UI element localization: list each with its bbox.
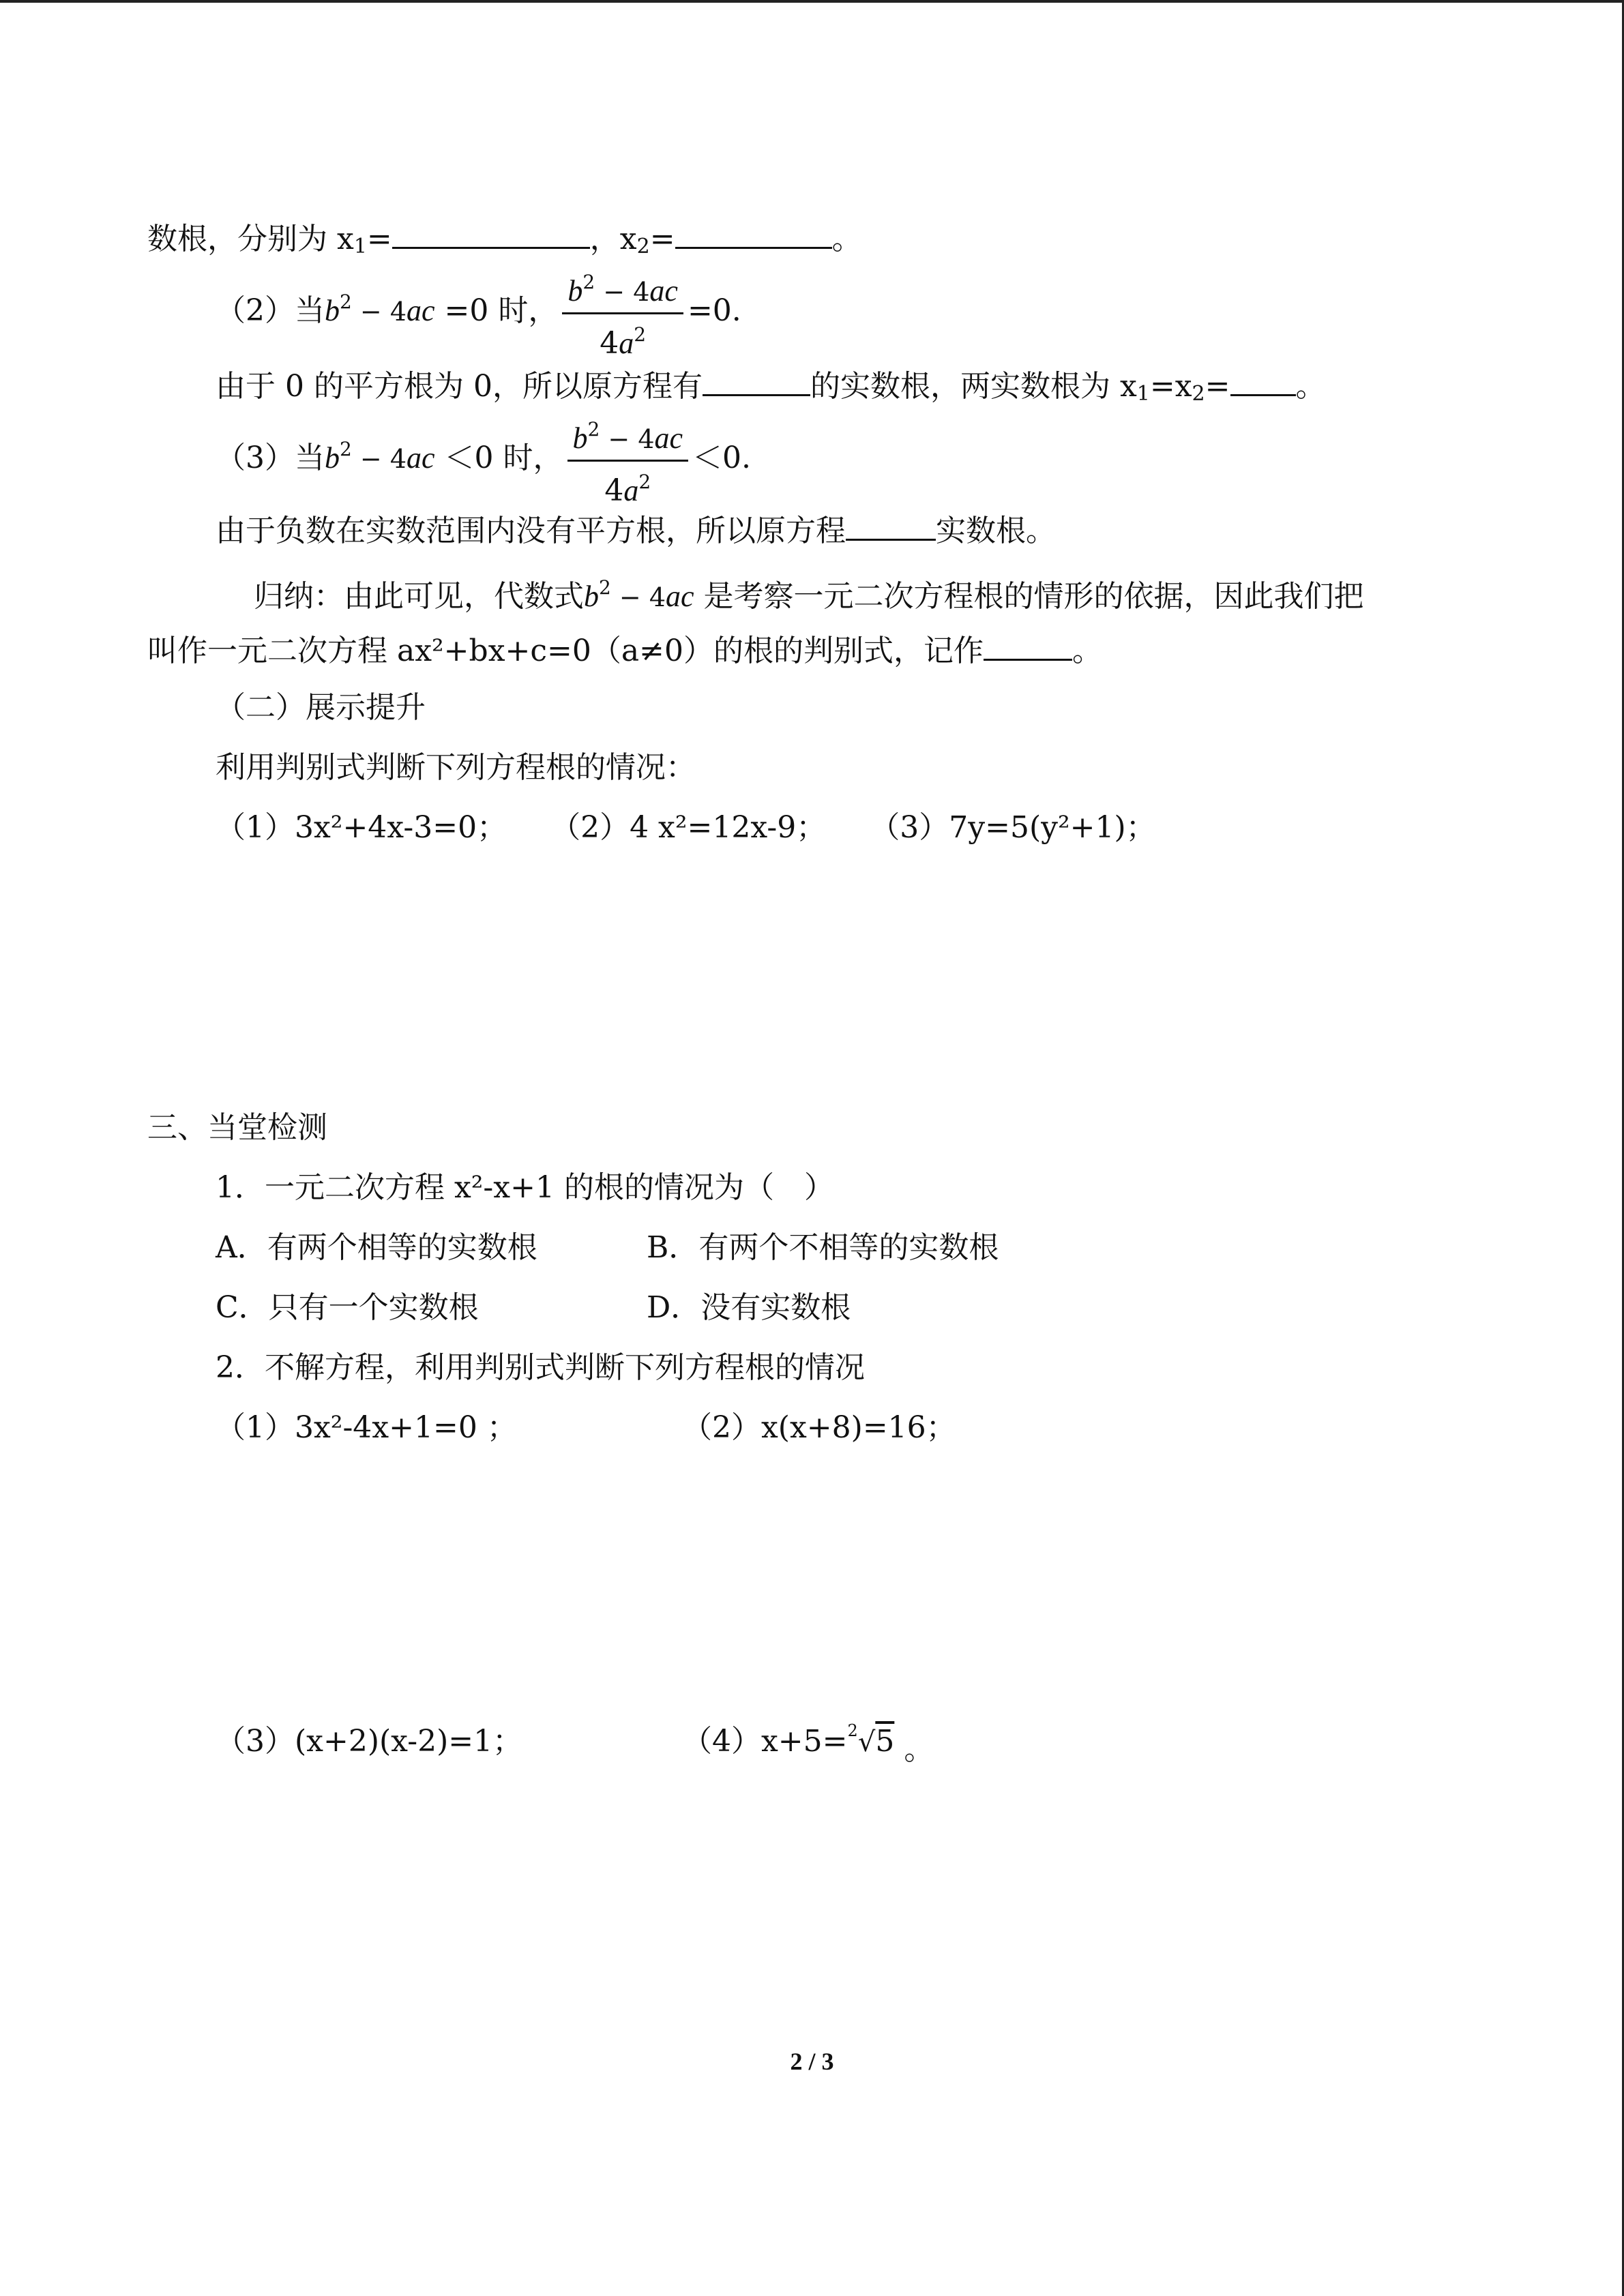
question-1-options-cd [216, 1287, 851, 1328]
option-a[interactable]: A．有两个相等的实数根 [216, 1230, 537, 1265]
exercise-1: （1）3x²+4x-3=0； [216, 810, 507, 845]
answer-blank-none[interactable] [846, 507, 936, 541]
q2-part-2: （2）x(x+8)=16； [682, 1410, 956, 1445]
paragraph-summary: 归纳：由此可见，代数式$b^2 - 4ac$ 是考察一元二次方程根的情形的依据，因此我们把 [254, 576, 1364, 614]
paragraph-equal-roots: 由于 0 的平方根为 0，所以原方程有 的实数根，两实数根为 $x_1=x_2=$ 。 [216, 363, 1326, 415]
answer-blank-x2[interactable] [675, 215, 832, 249]
paragraph-discriminant-name: 叫作一元二次方程 ax²+bx+c=0（a≠0）的根的判别式，记作 。 [147, 627, 1102, 672]
question-2-row-2 [216, 1710, 934, 1767]
case-two-condition: （2）当$b^2 - 4ac =0$ 时， $\frac{b^2 - 4ac}{4a^2}$ =0. [216, 258, 741, 361]
question-1: 1．一元二次方程 x²-x+1 的根的情况为（ ） [216, 1170, 834, 1205]
instruction-text: 利用判别式判断下列方程根的情况： [216, 750, 696, 785]
exercise-3: （3）7y=5(y²+1)； [870, 810, 1156, 845]
exercise-equations [216, 807, 1156, 848]
answer-blank-x1[interactable] [392, 215, 590, 249]
exercise-2: （2）4 x²=12x-9； [550, 810, 827, 845]
q2-part-1: （1）3x²-4x+1=0 ； [216, 1410, 517, 1445]
answer-blank-root[interactable] [1230, 363, 1296, 396]
page-top-border [0, 0, 1624, 3]
q2-part-3: （3）(x+2)(x-2)=1； [216, 1724, 523, 1759]
option-b[interactable]: B．有两个不相等的实数根 [647, 1230, 999, 1265]
fraction-discriminant-negative: $\frac{b^2 - 4ac}{4a^2}$ [567, 412, 689, 509]
option-c[interactable]: C．只有一个实数根 [216, 1290, 479, 1325]
case-three-condition: （3）当$b^2 - 4ac <0$ 时， $\frac{b^2 - 4ac}{4a^2}$ ＜0. [216, 405, 751, 509]
section-heading-check: 三、当堂检测 [147, 1110, 327, 1145]
paragraph-no-roots: 由于负数在实数范围内没有平方根，所以原方程 实数根。 [216, 507, 1056, 552]
question-2: 2．不解方程，利用判别式判断下列方程根的情况 [216, 1350, 865, 1385]
question-1-options-ab [216, 1227, 999, 1268]
paragraph-roots: 数根，分别为 $x_1=$ ，$x_2=$ 。 [147, 215, 862, 267]
answer-blank-symbol[interactable] [984, 627, 1072, 661]
fraction-discriminant: $\frac{b^2 - 4ac}{4a^2}$ [562, 265, 683, 361]
question-2-row-1 [216, 1407, 956, 1448]
page-number: 2 / 3 [790, 2048, 834, 2075]
option-d[interactable]: D．没有实数根 [647, 1290, 851, 1325]
answer-blank-equal[interactable] [703, 363, 810, 396]
q2-part-4: （4）x+5=$^2$√5 。 [682, 1721, 934, 1767]
section-heading-display: （二）展示提升 [216, 690, 426, 725]
